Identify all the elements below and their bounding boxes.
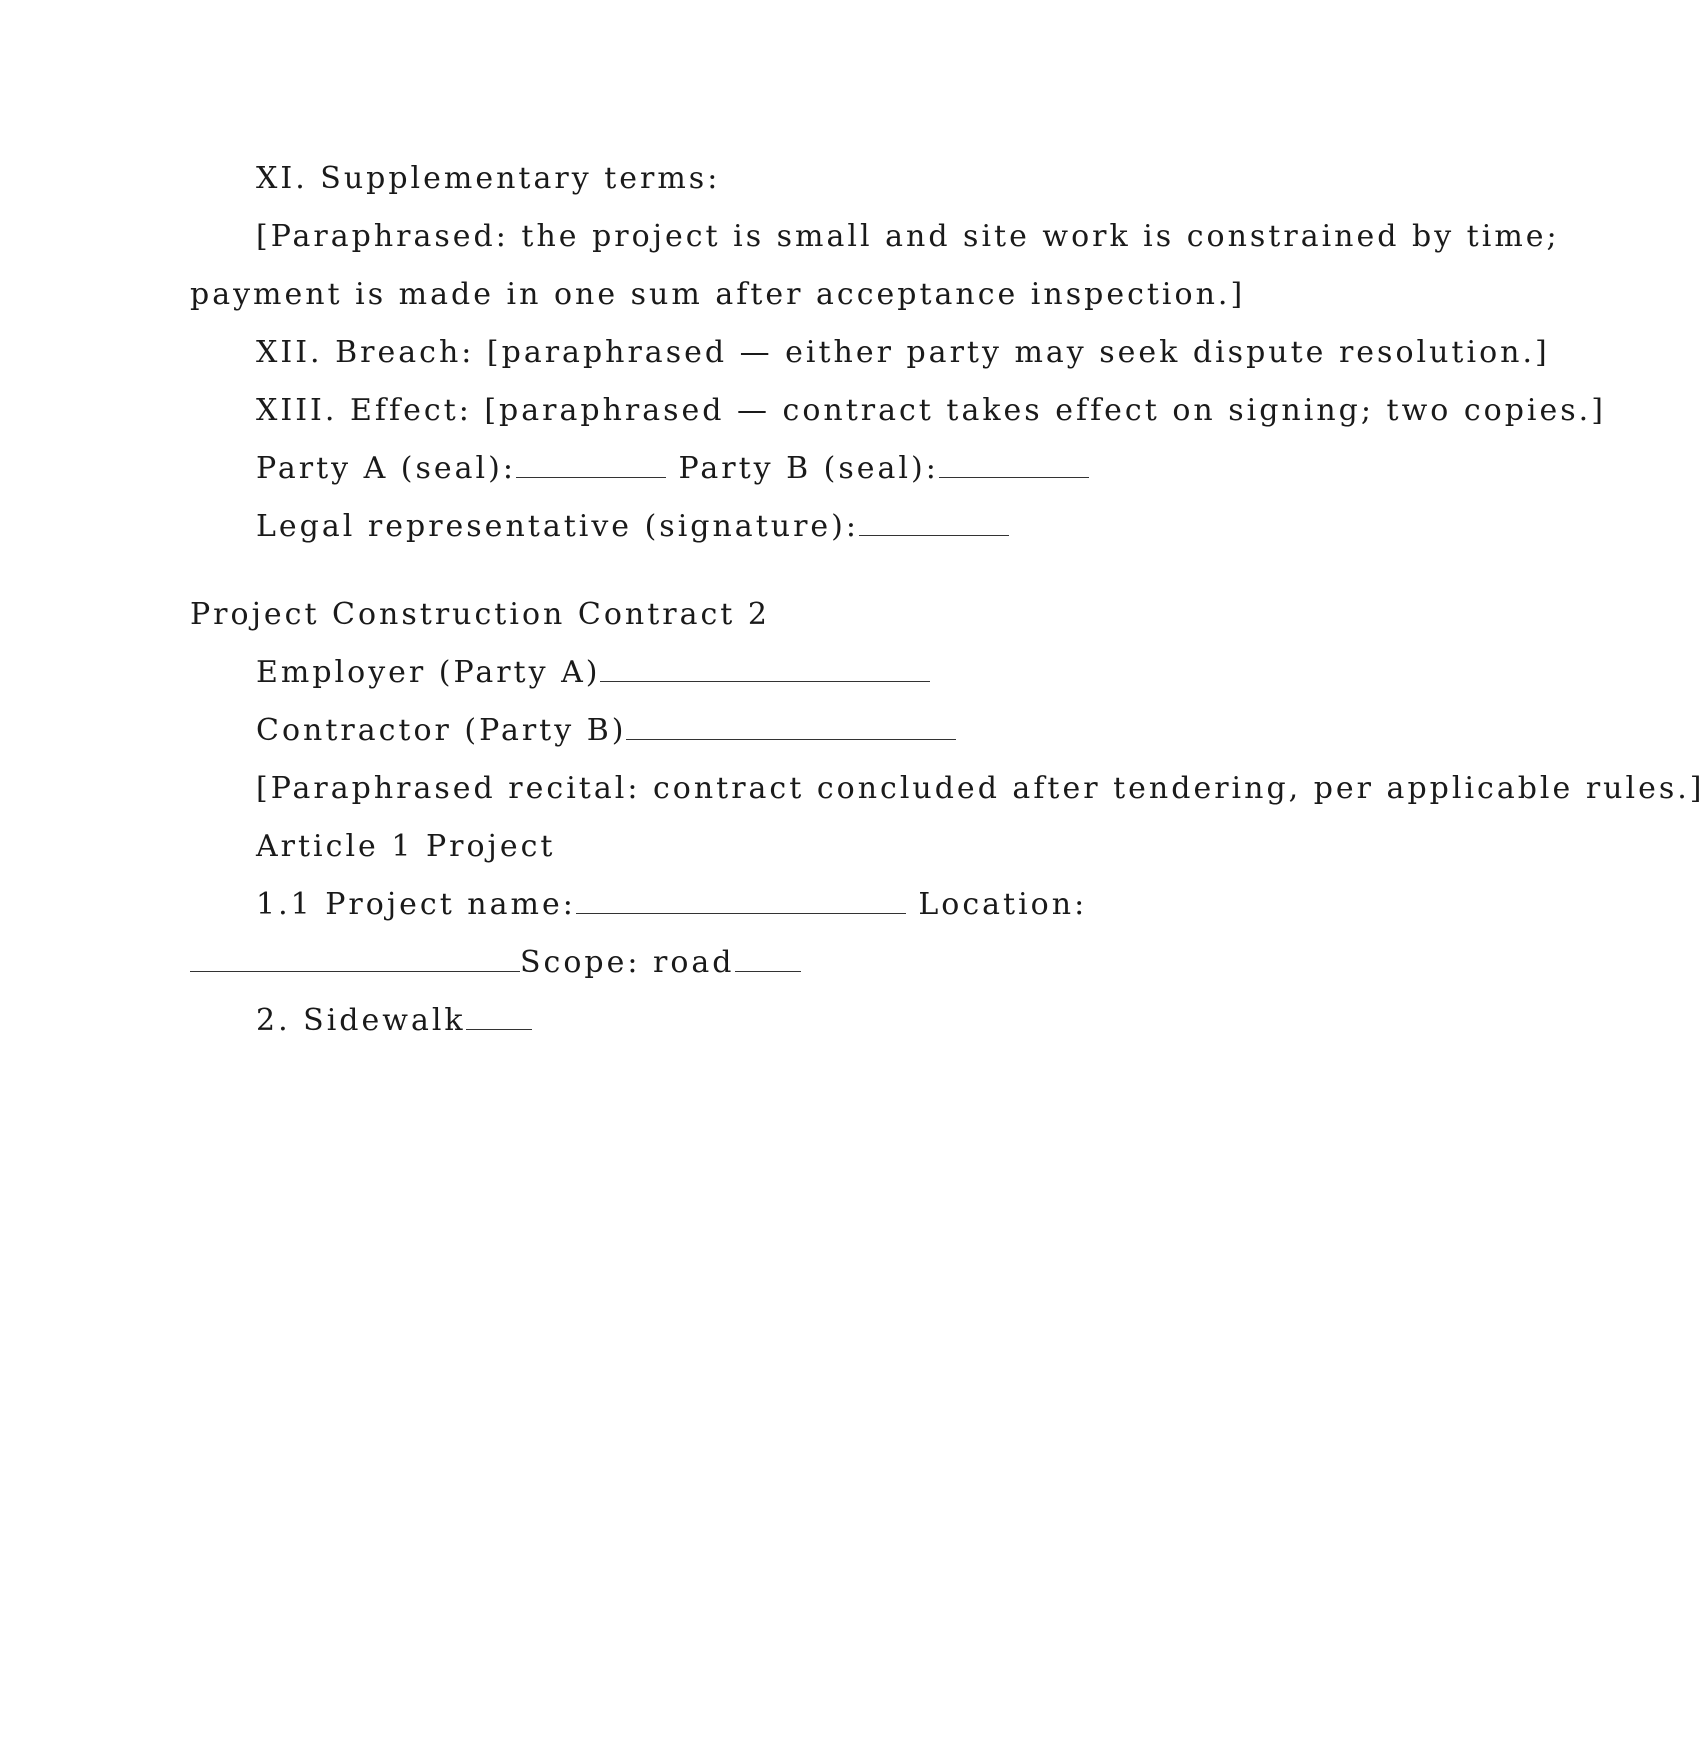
paragraph: payment is made in one sum after acceptance inspection.]	[190, 277, 1246, 312]
field-line: 1.1 Project name: Location:	[190, 876, 1070, 934]
document-page	[190, 150, 1704, 1050]
doc-title: Project Construction Contract 2	[190, 597, 770, 632]
field-line: Contractor (Party B)	[190, 702, 1070, 760]
signature-line: Legal representative (signature):	[190, 498, 1070, 556]
field-line: Employer (Party A)	[190, 644, 1070, 702]
field-line: Scope: road	[190, 934, 1070, 992]
article-heading: Article 1 Project	[256, 829, 556, 864]
paragraph: XII. Breach: [paraphrased — either party may seek dispute resolution.]	[256, 335, 1550, 370]
section-heading: XI. Supplementary terms:	[256, 161, 721, 196]
signature-line: Party A (seal): Party B (seal):	[190, 440, 1070, 498]
paragraph: [Paraphrased: the project is small and site work is constrained by time;	[256, 219, 1560, 254]
paragraph: XIII. Effect: [paraphrased — contract takes effect on signing; two copies.]	[256, 393, 1606, 428]
paragraph: [Paraphrased recital: contract concluded after tendering, per applicable rules.]	[256, 771, 1704, 806]
field-line: 2. Sidewalk	[190, 992, 1070, 1050]
